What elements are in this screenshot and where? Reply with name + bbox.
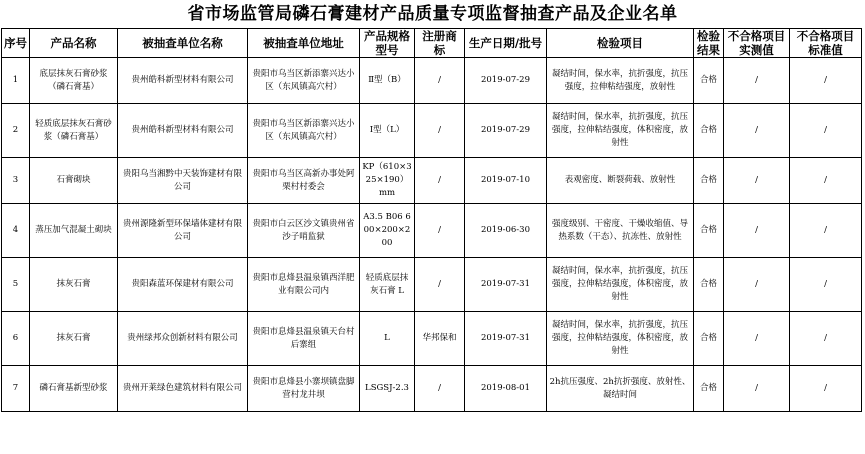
col-header: 不合格项目实测值 <box>724 29 790 58</box>
col-header: 注册商标 <box>415 29 465 58</box>
col-header: 不合格项目标准值 <box>790 29 862 58</box>
cell-no: 1 <box>2 58 30 104</box>
cell-result: 合格 <box>694 204 724 258</box>
cell-date: 2019-07-31 <box>465 312 547 366</box>
cell-standard: / <box>790 258 862 312</box>
cell-standard: / <box>790 312 862 366</box>
cell-company: 贵阳森蓝环保建材有限公司 <box>118 258 248 312</box>
cell-standard: / <box>790 58 862 104</box>
cell-company: 贵州绿邦众创新材料有限公司 <box>118 312 248 366</box>
cell-spec: Ⅱ型（B） <box>360 58 415 104</box>
cell-items: 凝结时间，保水率，抗折强度，抗压强度，拉伸粘结强度，放射性 <box>547 58 694 104</box>
cell-standard: / <box>790 104 862 158</box>
cell-date: 2019-06-30 <box>465 204 547 258</box>
cell-address: 贵阳市乌当区新添寨兴达小区（东风镇高穴村） <box>248 104 360 158</box>
cell-spec: A3.5 B06 600×200×200 <box>360 204 415 258</box>
cell-company: 贵阳乌当湘黔中天装饰建材有限公司 <box>118 158 248 204</box>
cell-address: 贵阳市白云区沙文镇贵州省沙子哨监狱 <box>248 204 360 258</box>
cell-date: 2019-07-10 <box>465 158 547 204</box>
cell-company: 贵州源隆新型环保墙体建材有限公司 <box>118 204 248 258</box>
cell-items: 凝结时间，保水率，抗折强度，抗压强度，拉伸粘结强度，体积密度，放射性 <box>547 104 694 158</box>
cell-product: 轻质底层抹灰石膏砂浆（磷石膏基） <box>30 104 118 158</box>
cell-date: 2019-07-29 <box>465 104 547 158</box>
cell-no: 4 <box>2 204 30 258</box>
cell-result: 合格 <box>694 258 724 312</box>
cell-actual: / <box>724 204 790 258</box>
cell-standard: / <box>790 158 862 204</box>
table-row <box>2 158 862 204</box>
cell-items: 2h抗压强度、2h抗折强度、放射性、凝结时间 <box>547 366 694 412</box>
cell-items: 凝结时间，保水率，抗折强度，抗压强度，拉伸粘结强度，体积密度，放射性 <box>547 312 694 366</box>
cell-company: 贵州皓科新型材料有限公司 <box>118 104 248 158</box>
cell-spec: KP（610×325×190）mm <box>360 158 415 204</box>
cell-address: 贵阳市乌当区高新办事处阿栗村村委会 <box>248 158 360 204</box>
cell-actual: / <box>724 58 790 104</box>
table-row <box>2 104 862 158</box>
cell-spec: L <box>360 312 415 366</box>
cell-brand: 华邦保和 <box>415 312 465 366</box>
cell-brand: / <box>415 258 465 312</box>
cell-product: 底层抹灰石膏砂浆（磷石膏基） <box>30 58 118 104</box>
cell-items: 凝结时间，保水率，抗折强度，抗压强度，拉伸粘结强度，体积密度，放射性 <box>547 258 694 312</box>
table-row <box>2 312 862 366</box>
col-header: 检验项目 <box>547 29 694 58</box>
cell-product: 蒸压加气混凝土砌块 <box>30 204 118 258</box>
cell-brand: / <box>415 104 465 158</box>
product-table <box>1 28 862 412</box>
cell-brand: / <box>415 204 465 258</box>
cell-company: 贵州皓科新型材料有限公司 <box>118 58 248 104</box>
cell-standard: / <box>790 366 862 412</box>
cell-result: 合格 <box>694 158 724 204</box>
cell-address: 贵阳市息烽县温泉镇天台村后寨组 <box>248 312 360 366</box>
table-row <box>2 366 862 412</box>
cell-actual: / <box>724 366 790 412</box>
cell-items: 强度级别、干密度、干燥收缩值、导热系数（干态）、抗冻性、放射性 <box>547 204 694 258</box>
cell-no: 5 <box>2 258 30 312</box>
page-title: 省市场监管局磷石膏建材产品质量专项监督抽查产品及企业名单 <box>187 4 678 24</box>
cell-actual: / <box>724 312 790 366</box>
cell-no: 2 <box>2 104 30 158</box>
table-row <box>2 204 862 258</box>
cell-product: 抹灰石膏 <box>30 258 118 312</box>
cell-no: 6 <box>2 312 30 366</box>
table-header-row <box>2 29 862 58</box>
cell-date: 2019-08-01 <box>465 366 547 412</box>
cell-no: 7 <box>2 366 30 412</box>
cell-product: 磷石膏基新型砂浆 <box>30 366 118 412</box>
cell-actual: / <box>724 158 790 204</box>
cell-date: 2019-07-31 <box>465 258 547 312</box>
table-row <box>2 58 862 104</box>
cell-address: 贵阳市乌当区新添寨兴达小区（东风镇高穴村） <box>248 58 360 104</box>
col-header: 生产日期/批号 <box>465 29 547 58</box>
cell-standard: / <box>790 204 862 258</box>
cell-actual: / <box>724 104 790 158</box>
col-header: 检验结果 <box>694 29 724 58</box>
col-header: 产品名称 <box>30 29 118 58</box>
cell-no: 3 <box>2 158 30 204</box>
cell-actual: / <box>724 258 790 312</box>
cell-address: 贵阳市息烽县小寨坝镇盘脚营村龙井坝 <box>248 366 360 412</box>
cell-result: 合格 <box>694 104 724 158</box>
col-header: 被抽查单位名称 <box>118 29 248 58</box>
cell-brand: / <box>415 58 465 104</box>
cell-date: 2019-07-29 <box>465 58 547 104</box>
cell-result: 合格 <box>694 58 724 104</box>
cell-spec: LSGSJ-2.3 <box>360 366 415 412</box>
cell-brand: / <box>415 366 465 412</box>
cell-brand: / <box>415 158 465 204</box>
cell-items: 表观密度、断裂荷载、放射性 <box>547 158 694 204</box>
table-row <box>2 258 862 312</box>
cell-address: 贵阳市息烽县温泉镇西洋肥业有限公司内 <box>248 258 360 312</box>
col-header: 序号 <box>2 29 30 58</box>
cell-spec: Ⅰ型（L） <box>360 104 415 158</box>
cell-spec: 轻质底层抹灰石膏 L <box>360 258 415 312</box>
cell-result: 合格 <box>694 312 724 366</box>
cell-product: 石膏砌块 <box>30 158 118 204</box>
cell-company: 贵州开莱绿色建筑材料有限公司 <box>118 366 248 412</box>
col-header: 被抽查单位地址 <box>248 29 360 58</box>
cell-product: 抹灰石膏 <box>30 312 118 366</box>
cell-result: 合格 <box>694 366 724 412</box>
col-header: 产品规格型号 <box>360 29 415 58</box>
